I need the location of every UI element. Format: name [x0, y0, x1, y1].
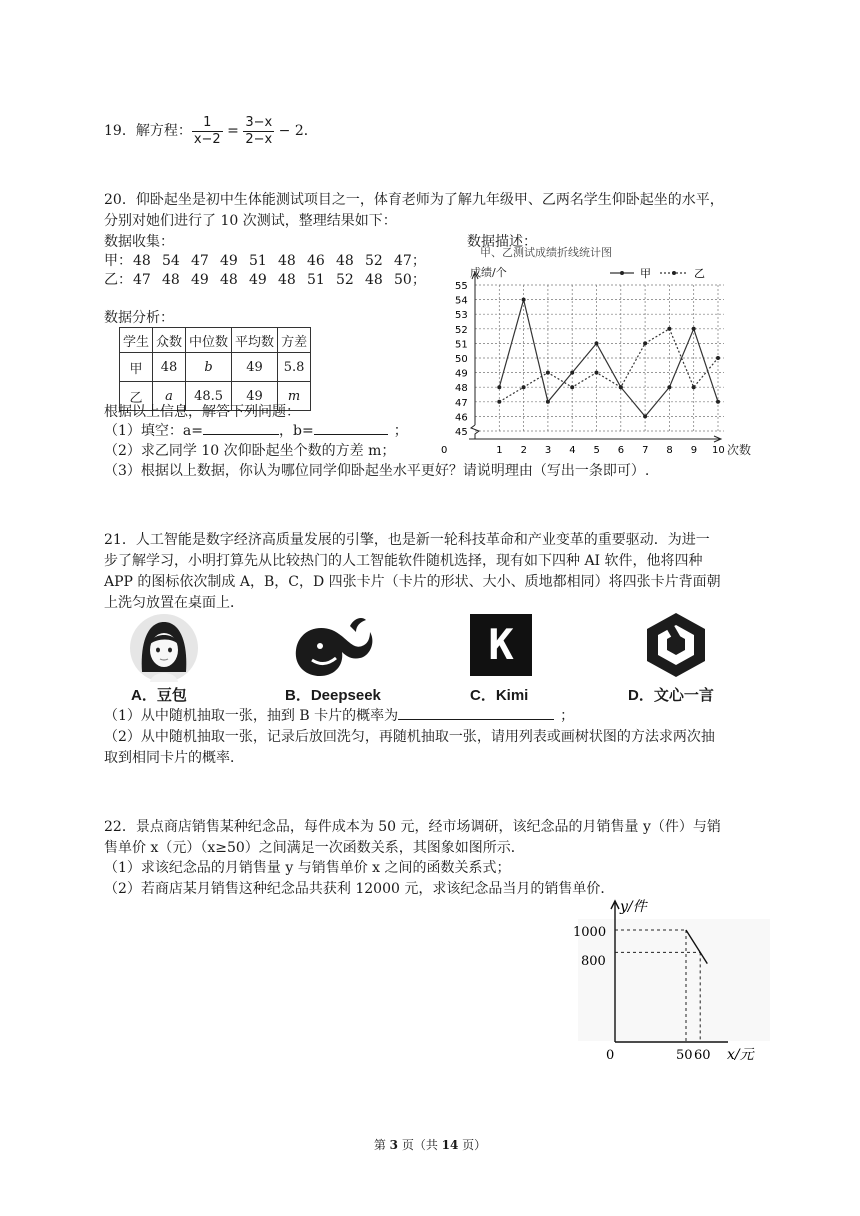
data-point	[570, 371, 574, 375]
data-value: 52	[336, 272, 354, 288]
y-tick-label: 48	[455, 383, 468, 395]
chart-grid	[475, 285, 724, 431]
q21-sub2-line2: 取到相同卡片的概率．	[104, 750, 244, 766]
q19-fraction-right: $\frac{3-x}{2-x}$	[245, 114, 273, 147]
data-point	[643, 341, 647, 345]
chart-xlabel: 次数	[727, 443, 752, 457]
data-point	[667, 327, 671, 331]
x-tick-label: 3	[544, 445, 552, 456]
x-tick-label: 9	[690, 445, 698, 456]
graph-xtick-50: 50	[676, 1048, 693, 1063]
doubao-avatar-icon	[128, 612, 200, 684]
row-yi	[104, 270, 132, 290]
graph-background	[578, 919, 770, 1041]
footer-pre: 第	[373, 1138, 390, 1152]
data-value: 46	[307, 253, 325, 269]
q20-sub3: （3）根据以上数据，你认为哪位同学仰卧起坐水平更好？请说明理由（写出一条即可）.	[104, 463, 650, 479]
data-value: 48	[220, 272, 238, 288]
data-value: 49	[220, 253, 238, 269]
q20-prompt: 根据以上信息，解答下列问题：	[104, 404, 300, 420]
q19	[104, 110, 318, 152]
describe-title: 数据描述：	[467, 234, 537, 250]
graph-ytick-1000: 1000	[573, 925, 607, 940]
analysis-title: 数据分析：	[104, 310, 174, 326]
answer-blank-a[interactable]	[203, 434, 279, 435]
table-cell: 48	[153, 353, 186, 382]
x-tick-label: 6	[617, 445, 625, 456]
page-footer	[0, 1136, 860, 1153]
table-cell: 49	[232, 353, 278, 382]
table-header: 中位数	[186, 328, 232, 353]
data-value: 50；	[394, 272, 426, 288]
card-label-c: C．Kimi	[470, 687, 529, 704]
footer-total-pages: 14	[441, 1138, 459, 1152]
legend-label-jia: 甲	[640, 267, 651, 280]
kimi-logo-letter: K	[488, 620, 514, 669]
q21-line2: 步了解学习，小明打算先从比较热门的人工智能软件随机选择，现有如下四种 AI 软件，他将四种	[104, 553, 703, 569]
card-label-d: D．文心一言	[628, 687, 714, 704]
q20-line1: 20．仰卧起坐是初中生体能测试项目之一，体育老师为了解九年级甲、乙两名学生仰卧起坐的水平，	[104, 192, 724, 208]
sales-function-graph	[570, 895, 770, 1067]
y-tick-label: 51	[455, 339, 468, 351]
answer-blank-b[interactable]	[314, 434, 388, 435]
data-value: 54	[162, 253, 180, 269]
answer-blank-probability[interactable]	[398, 719, 554, 720]
row-jia-label: 甲：	[104, 253, 132, 269]
x-tick-label: 8	[666, 445, 673, 456]
table-cell: 48.5	[186, 382, 232, 411]
q22-sub2: （2）若商店某月销售这种纪念品共获利 12000 元，求该纪念品当月的销售单价．	[104, 881, 615, 897]
y-tick-label: 45	[455, 427, 468, 438]
table-row	[120, 353, 311, 382]
chart-ylabel: 成绩/个	[470, 266, 507, 279]
sub1-b-label: ，b=	[278, 423, 314, 439]
data-point	[546, 400, 550, 404]
footer-mid: 页（共	[398, 1138, 442, 1152]
data-value: 48	[278, 253, 296, 269]
x-tick-label: 0	[441, 445, 448, 456]
data-point	[692, 385, 696, 389]
data-value: 49	[191, 272, 209, 288]
stats-table	[119, 327, 311, 411]
q21-sub1-end: ；	[560, 708, 575, 724]
q22-line1: 22．景点商店销售某种纪念品，每件成本为 50 元，经市场调研，该纪念品的月销售量 y（件）与销	[104, 819, 721, 835]
table-cell: b	[186, 353, 232, 382]
table-header: 平均数	[232, 328, 278, 353]
y-axis-break	[471, 425, 479, 439]
data-value: 51	[307, 272, 325, 288]
data-value: 48	[162, 272, 180, 288]
graph-ylabel: y/件	[620, 899, 647, 915]
table-cell: 甲	[120, 353, 153, 382]
sub1-end: ；	[393, 423, 408, 439]
q21-line4: 上洗匀放置在桌面上．	[104, 595, 244, 611]
graph-xlabel: x/元	[727, 1047, 754, 1063]
table-cell: m	[278, 382, 311, 411]
legend-marker-jia	[620, 271, 624, 275]
table-cell: 乙	[120, 382, 153, 411]
data-point	[716, 356, 720, 360]
legend-label-yi: 乙	[694, 267, 705, 280]
chart-legend	[610, 267, 705, 280]
q20-line2: 分别对她们进行了 10 次测试，整理结果如下：	[104, 213, 397, 229]
q22-line2: 售单价 x（元）（x≥50）之间满足一次函数关系，其图象如图所示．	[104, 840, 525, 856]
q20-sub2: （2）求乙同学 10 次仰卧起坐个数的方差 m；	[104, 443, 396, 459]
footer-post: 页）	[458, 1138, 487, 1152]
data-value: 48	[278, 272, 296, 288]
data-point	[643, 414, 647, 418]
data-value: 48	[133, 253, 151, 269]
table-cell: 49	[232, 382, 278, 411]
chart-title: 甲、乙测试成绩折线统计图	[480, 246, 612, 259]
deepseek-whale-icon	[290, 612, 376, 684]
q20-sub1	[104, 421, 408, 441]
graph-ytick-800: 800	[581, 954, 606, 969]
footer-page-number: 3	[389, 1138, 398, 1152]
q19-fraction-left: $\frac{1}{x-2}$	[193, 114, 221, 147]
graph-xtick-60: 60	[694, 1048, 711, 1063]
y-tick-label: 55	[455, 281, 468, 292]
q21-line3: APP 的图标依次制成 A，B，C，D 四张卡片（卡片的形状、大小、质地都相同）将四张卡片背面朝	[104, 574, 721, 590]
data-point	[546, 371, 550, 375]
table-header: 方差	[278, 328, 311, 353]
y-tick-label: 49	[455, 368, 468, 380]
card-label-b: B．Deepseek	[285, 687, 381, 704]
data-value: 47	[191, 253, 209, 269]
data-value: 48	[336, 253, 354, 269]
q21-line1: 21．人工智能是数字经济高质量发展的引擎，也是新一轮科技革命和产业变革的重要驱动．为进一	[104, 532, 710, 548]
x-tick-label: 2	[520, 445, 527, 456]
q19-tail: − 2．	[278, 123, 318, 139]
card-label-a: A．豆包	[131, 687, 187, 704]
data-value: 47	[133, 272, 151, 288]
q21-sub1-text: （1）从中随机抽取一张，抽到 B 卡片的概率为	[104, 708, 399, 724]
kimi-logo-icon	[470, 614, 532, 676]
y-tick-label: 53	[455, 310, 468, 322]
data-point	[570, 385, 574, 389]
data-point	[522, 298, 526, 302]
data-value: 51	[249, 253, 267, 269]
x-tick-label: 5	[593, 445, 600, 456]
data-point	[522, 385, 526, 389]
x-tick-label: 7	[642, 445, 649, 456]
q19-equals: =	[227, 123, 239, 139]
table-cell: 5.8	[278, 353, 311, 382]
collect-title: 数据收集：	[104, 234, 174, 250]
x-tick-label: 1	[496, 445, 503, 456]
table-header: 学生	[120, 328, 153, 353]
q21-sub2-line1: （2）从中随机抽取一张，记录后放回洗匀，再随机抽取一张，请用列表或画树状图的方法求两次抽	[104, 729, 715, 745]
data-value: 52	[365, 253, 383, 269]
table-header: 众数	[153, 328, 186, 353]
row-yi-label: 乙：	[104, 272, 132, 288]
legend-marker-yi	[672, 271, 676, 275]
sub1-a-label: （1）填空：a=	[104, 423, 203, 439]
data-point	[497, 400, 501, 404]
data-point	[595, 341, 599, 345]
x-tick-label: 4	[569, 445, 576, 456]
data-value: 47；	[394, 253, 426, 269]
score-line-chart	[438, 244, 758, 460]
table-cell: a	[153, 382, 186, 411]
q22-sub1: （1）求该纪念品的月销售量 y 与销售单价 x 之间的函数关系式；	[104, 860, 511, 876]
data-point	[595, 371, 599, 375]
data-value: 48	[365, 272, 383, 288]
y-tick-label: 52	[455, 324, 468, 336]
table-header-row	[120, 328, 311, 353]
data-point	[497, 385, 501, 389]
q21-sub1	[104, 706, 574, 726]
row-jia	[104, 251, 132, 271]
y-tick-label: 46	[455, 412, 468, 424]
graph-body	[578, 901, 770, 1042]
y-tick-label: 50	[455, 354, 468, 365]
data-point	[667, 385, 671, 389]
x-tick-label: 10	[712, 445, 725, 456]
graph-origin-label: 0	[606, 1048, 615, 1063]
y-tick-label: 47	[455, 397, 468, 409]
wenxin-logo-icon	[643, 610, 709, 680]
data-point	[619, 385, 623, 389]
q19-lead: 19．解方程：	[104, 123, 192, 139]
data-value: 49	[249, 272, 267, 288]
data-point	[692, 327, 696, 331]
chart-ticks	[441, 281, 725, 456]
data-point	[716, 400, 720, 404]
y-tick-label: 54	[455, 295, 468, 307]
